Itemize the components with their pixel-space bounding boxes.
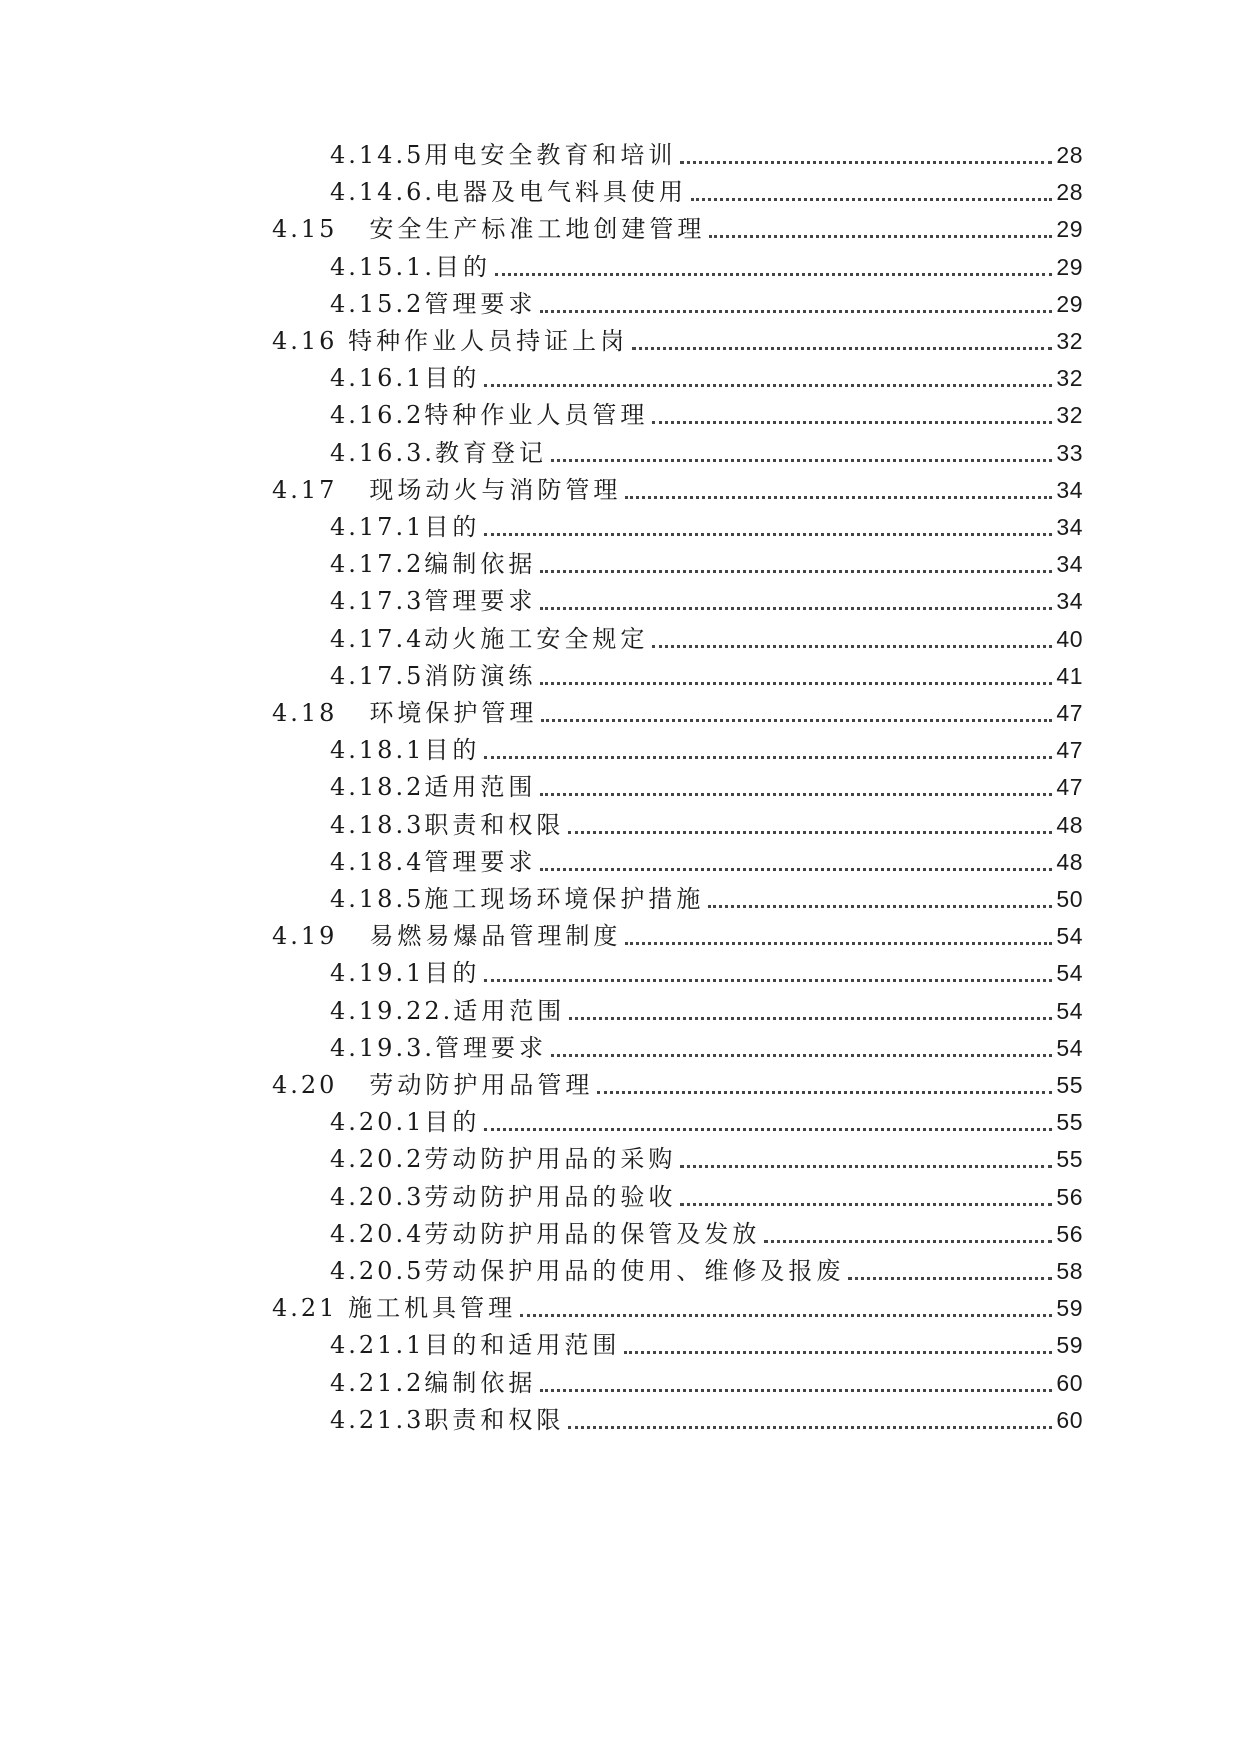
toc-entry-page: 59 xyxy=(1056,1295,1083,1321)
toc-entry-page: 28 xyxy=(1056,142,1083,168)
toc-entry-page: 55 xyxy=(1056,1146,1083,1172)
toc-entry-title: 目的 xyxy=(424,736,481,764)
toc-entry-page: 48 xyxy=(1056,812,1083,838)
dot-leader xyxy=(708,905,1052,908)
toc-entry[interactable] xyxy=(330,173,1083,207)
toc-entry[interactable] xyxy=(330,954,1083,988)
toc-entry-title: 管理要求 xyxy=(424,290,537,318)
toc-entry[interactable] xyxy=(330,620,1083,654)
toc-entry[interactable] xyxy=(330,545,1083,579)
toc-entry-number: 4.16 xyxy=(272,327,349,355)
toc-entry-page: 32 xyxy=(1056,328,1083,354)
toc-entry-number: 4.19.22. xyxy=(330,997,454,1025)
toc-entry[interactable] xyxy=(330,843,1083,877)
toc-entry-page: 29 xyxy=(1056,254,1083,280)
toc-entry-number: 4.21.3 xyxy=(330,1406,425,1434)
toc-entry-title: 目的 xyxy=(424,364,481,392)
toc-entry-number: 4.17.4 xyxy=(330,625,425,653)
toc-entry-page: 59 xyxy=(1056,1332,1083,1358)
toc-entry[interactable] xyxy=(330,508,1083,542)
toc-entry-number: 4.15 xyxy=(272,215,370,243)
toc-entry-number: 4.19 xyxy=(272,922,370,950)
dot-leader xyxy=(625,942,1052,945)
dot-leader xyxy=(541,719,1052,722)
toc-entry[interactable] xyxy=(330,136,1083,170)
toc-entry[interactable] xyxy=(330,359,1083,393)
toc-entry-number: 4.14.6. xyxy=(330,178,435,206)
toc-entry-page: 34 xyxy=(1056,588,1083,614)
toc-entry-title: 教育登记 xyxy=(434,439,547,467)
toc-entry[interactable] xyxy=(330,992,1083,1026)
toc-entry-page: 32 xyxy=(1056,402,1083,428)
toc-entry-page: 54 xyxy=(1056,923,1083,949)
toc-entry[interactable] xyxy=(272,694,1083,728)
dot-leader xyxy=(484,979,1052,982)
toc-entry-number: 4.18.4 xyxy=(330,848,425,876)
toc-entry-number: 4.20.1 xyxy=(330,1108,425,1136)
toc-entry-title: 适用范围 xyxy=(453,997,566,1025)
dot-leader xyxy=(691,198,1052,201)
toc-entry[interactable] xyxy=(330,396,1083,430)
dot-leader xyxy=(568,1426,1052,1429)
toc-entry-page: 34 xyxy=(1056,477,1083,503)
toc-entry-title: 用电安全教育和培训 xyxy=(424,141,677,169)
dot-leader xyxy=(680,1165,1052,1168)
dot-leader xyxy=(484,1128,1052,1131)
dot-leader xyxy=(569,1017,1052,1020)
toc-entry-number: 4.20.4 xyxy=(330,1220,425,1248)
dot-leader xyxy=(848,1277,1052,1280)
toc-entry-number: 4.18.3 xyxy=(330,811,425,839)
toc-entry-page: 60 xyxy=(1056,1370,1083,1396)
dot-leader xyxy=(551,1054,1052,1057)
toc-entry-page: 47 xyxy=(1056,774,1083,800)
dot-leader xyxy=(551,459,1052,462)
toc-entry-page: 32 xyxy=(1056,365,1083,391)
toc-entry-page: 34 xyxy=(1056,551,1083,577)
toc-entry[interactable] xyxy=(330,285,1083,319)
toc-entry[interactable] xyxy=(330,806,1083,840)
toc-entry-title: 安全生产标准工地创建管理 xyxy=(369,215,706,243)
dot-leader xyxy=(597,1091,1052,1094)
toc-entry-title: 劳动防护用品的验收 xyxy=(424,1183,677,1211)
dot-leader xyxy=(652,421,1052,424)
dot-leader xyxy=(484,756,1052,759)
toc-entry-number: 4.17 xyxy=(272,476,370,504)
toc-entry-number: 4.21 xyxy=(272,1294,349,1322)
toc-entry[interactable] xyxy=(330,1326,1083,1360)
dot-leader xyxy=(709,235,1052,238)
toc-entry-number: 4.18.5 xyxy=(330,885,425,913)
toc-entry-number: 4.17.1 xyxy=(330,513,425,541)
toc-entry[interactable] xyxy=(330,1178,1083,1212)
toc-entry-title: 管理要求 xyxy=(434,1034,547,1062)
toc-entry-title: 目的 xyxy=(424,1108,481,1136)
toc-entry-page: 47 xyxy=(1056,700,1083,726)
toc-entry[interactable] xyxy=(330,1401,1083,1435)
toc-entry[interactable] xyxy=(272,471,1083,505)
toc-entry-number: 4.18 xyxy=(272,699,370,727)
toc-entry[interactable] xyxy=(330,880,1083,914)
toc-entry[interactable] xyxy=(272,322,1083,356)
toc-entry[interactable] xyxy=(330,582,1083,616)
dot-leader xyxy=(484,533,1052,536)
toc-entry-title: 环境保护管理 xyxy=(369,699,538,727)
dot-leader xyxy=(764,1240,1052,1243)
dot-leader xyxy=(540,793,1052,796)
toc-entry-page: 55 xyxy=(1056,1109,1083,1135)
toc-entry-title: 目的和适用范围 xyxy=(424,1331,621,1359)
toc-entry-title: 施工机具管理 xyxy=(348,1294,517,1322)
toc-entry[interactable] xyxy=(330,731,1083,765)
toc-entry-number: 4.19.1 xyxy=(330,959,425,987)
toc-entry-title: 特种作业人员持证上岗 xyxy=(348,327,629,355)
toc-entry-number: 4.16.1 xyxy=(330,364,425,392)
dot-leader xyxy=(540,1389,1052,1392)
toc-entry-number: 4.15.2 xyxy=(330,290,425,318)
toc-entry-number: 4.16.3. xyxy=(330,439,435,467)
toc-entry-page: 48 xyxy=(1056,849,1083,875)
toc-entry-page: 55 xyxy=(1056,1072,1083,1098)
toc-entry-title: 编制依据 xyxy=(424,1369,537,1397)
toc-entry[interactable] xyxy=(330,1103,1083,1137)
dot-leader xyxy=(632,347,1052,350)
dot-leader xyxy=(540,868,1052,871)
toc-entry[interactable] xyxy=(272,1066,1083,1100)
toc-entry[interactable] xyxy=(330,434,1083,468)
toc-entry[interactable] xyxy=(272,917,1083,951)
toc-entry-title: 特种作业人员管理 xyxy=(424,401,649,429)
toc-entry-page: 60 xyxy=(1056,1407,1083,1433)
toc-entry-title: 职责和权限 xyxy=(424,1406,565,1434)
toc-entry-page: 58 xyxy=(1056,1258,1083,1284)
toc-entry-number: 4.14.5 xyxy=(330,141,425,169)
dot-leader xyxy=(680,161,1052,164)
toc-entry-title: 易燃易爆品管理制度 xyxy=(369,922,622,950)
toc-entry-title: 管理要求 xyxy=(424,848,537,876)
toc-entry-title: 管理要求 xyxy=(424,587,537,615)
toc-entry-number: 4.18.1 xyxy=(330,736,425,764)
toc-entry-page: 54 xyxy=(1056,998,1083,1024)
toc-entry[interactable] xyxy=(330,248,1083,282)
toc-entry-title: 适用范围 xyxy=(424,773,537,801)
toc-entry[interactable] xyxy=(330,1364,1083,1398)
toc-entry-number: 4.21.2 xyxy=(330,1369,425,1397)
toc-entry-page: 29 xyxy=(1056,291,1083,317)
toc-entry[interactable] xyxy=(330,1140,1083,1174)
toc-entry-number: 4.18.2 xyxy=(330,773,425,801)
dot-leader xyxy=(540,607,1052,610)
toc-entry-page: 54 xyxy=(1056,960,1083,986)
toc-entry-number: 4.21.1 xyxy=(330,1331,425,1359)
toc-entry-page: 40 xyxy=(1056,626,1083,652)
dot-leader xyxy=(540,310,1052,313)
toc-entry[interactable] xyxy=(330,1215,1083,1249)
toc-entry-number: 4.17.3 xyxy=(330,587,425,615)
dot-leader xyxy=(495,273,1052,276)
toc-entry-title: 目的 xyxy=(434,253,491,281)
toc-entry-page: 34 xyxy=(1056,514,1083,540)
toc-entry-page: 54 xyxy=(1056,1035,1083,1061)
toc-entry-number: 4.17.2 xyxy=(330,550,425,578)
dot-leader xyxy=(520,1314,1052,1317)
toc-entry-number: 4.19.3. xyxy=(330,1034,435,1062)
toc-entry-title: 劳动防护用品的保管及发放 xyxy=(424,1220,761,1248)
dot-leader xyxy=(568,831,1052,834)
dot-leader xyxy=(624,1351,1052,1354)
toc-entry[interactable] xyxy=(330,1029,1083,1063)
toc-entry-number: 4.15.1. xyxy=(330,253,435,281)
toc-entry[interactable] xyxy=(330,768,1083,802)
toc-entry[interactable] xyxy=(330,1252,1083,1286)
dot-leader xyxy=(540,570,1052,573)
toc-entry-title: 职责和权限 xyxy=(424,811,565,839)
toc-entry-page: 28 xyxy=(1056,179,1083,205)
toc-entry[interactable] xyxy=(272,210,1083,244)
toc-entry-page: 29 xyxy=(1056,216,1083,242)
toc-entry-number: 4.20.3 xyxy=(330,1183,425,1211)
toc-entry-page: 56 xyxy=(1056,1184,1083,1210)
toc-entry-number: 4.16.2 xyxy=(330,401,425,429)
toc-entry-title: 目的 xyxy=(424,513,481,541)
toc-entry-number: 4.20 xyxy=(272,1071,370,1099)
toc-entry-page: 56 xyxy=(1056,1221,1083,1247)
toc-entry-title: 动火施工安全规定 xyxy=(424,625,649,653)
toc-entry-page: 50 xyxy=(1056,886,1083,912)
toc-entry-title: 劳动防护用品的采购 xyxy=(424,1145,677,1173)
dot-leader xyxy=(540,682,1052,685)
toc-entry-title: 目的 xyxy=(424,959,481,987)
toc-entry-title: 现场动火与消防管理 xyxy=(369,476,622,504)
dot-leader xyxy=(625,496,1052,499)
toc-entry-title: 编制依据 xyxy=(424,550,537,578)
toc-entry-title: 消防演练 xyxy=(424,662,537,690)
dot-leader xyxy=(680,1203,1052,1206)
toc-entry-title: 劳动保护用品的使用、维修及报废 xyxy=(424,1257,845,1285)
toc-entry-page: 33 xyxy=(1056,440,1083,466)
toc-entry-page: 47 xyxy=(1056,737,1083,763)
dot-leader xyxy=(652,645,1052,648)
toc-entry-title: 劳动防护用品管理 xyxy=(369,1071,594,1099)
toc-entry-number: 4.20.2 xyxy=(330,1145,425,1173)
dot-leader xyxy=(484,384,1052,387)
toc-entry-title: 电器及电气料具使用 xyxy=(434,178,687,206)
toc-entry-title: 施工现场环境保护措施 xyxy=(424,885,705,913)
toc-entry[interactable] xyxy=(272,1289,1083,1323)
toc-entry-page: 41 xyxy=(1056,663,1083,689)
toc-entry-number: 4.20.5 xyxy=(330,1257,425,1285)
toc-entry-number: 4.17.5 xyxy=(330,662,425,690)
toc-entry[interactable] xyxy=(330,657,1083,691)
